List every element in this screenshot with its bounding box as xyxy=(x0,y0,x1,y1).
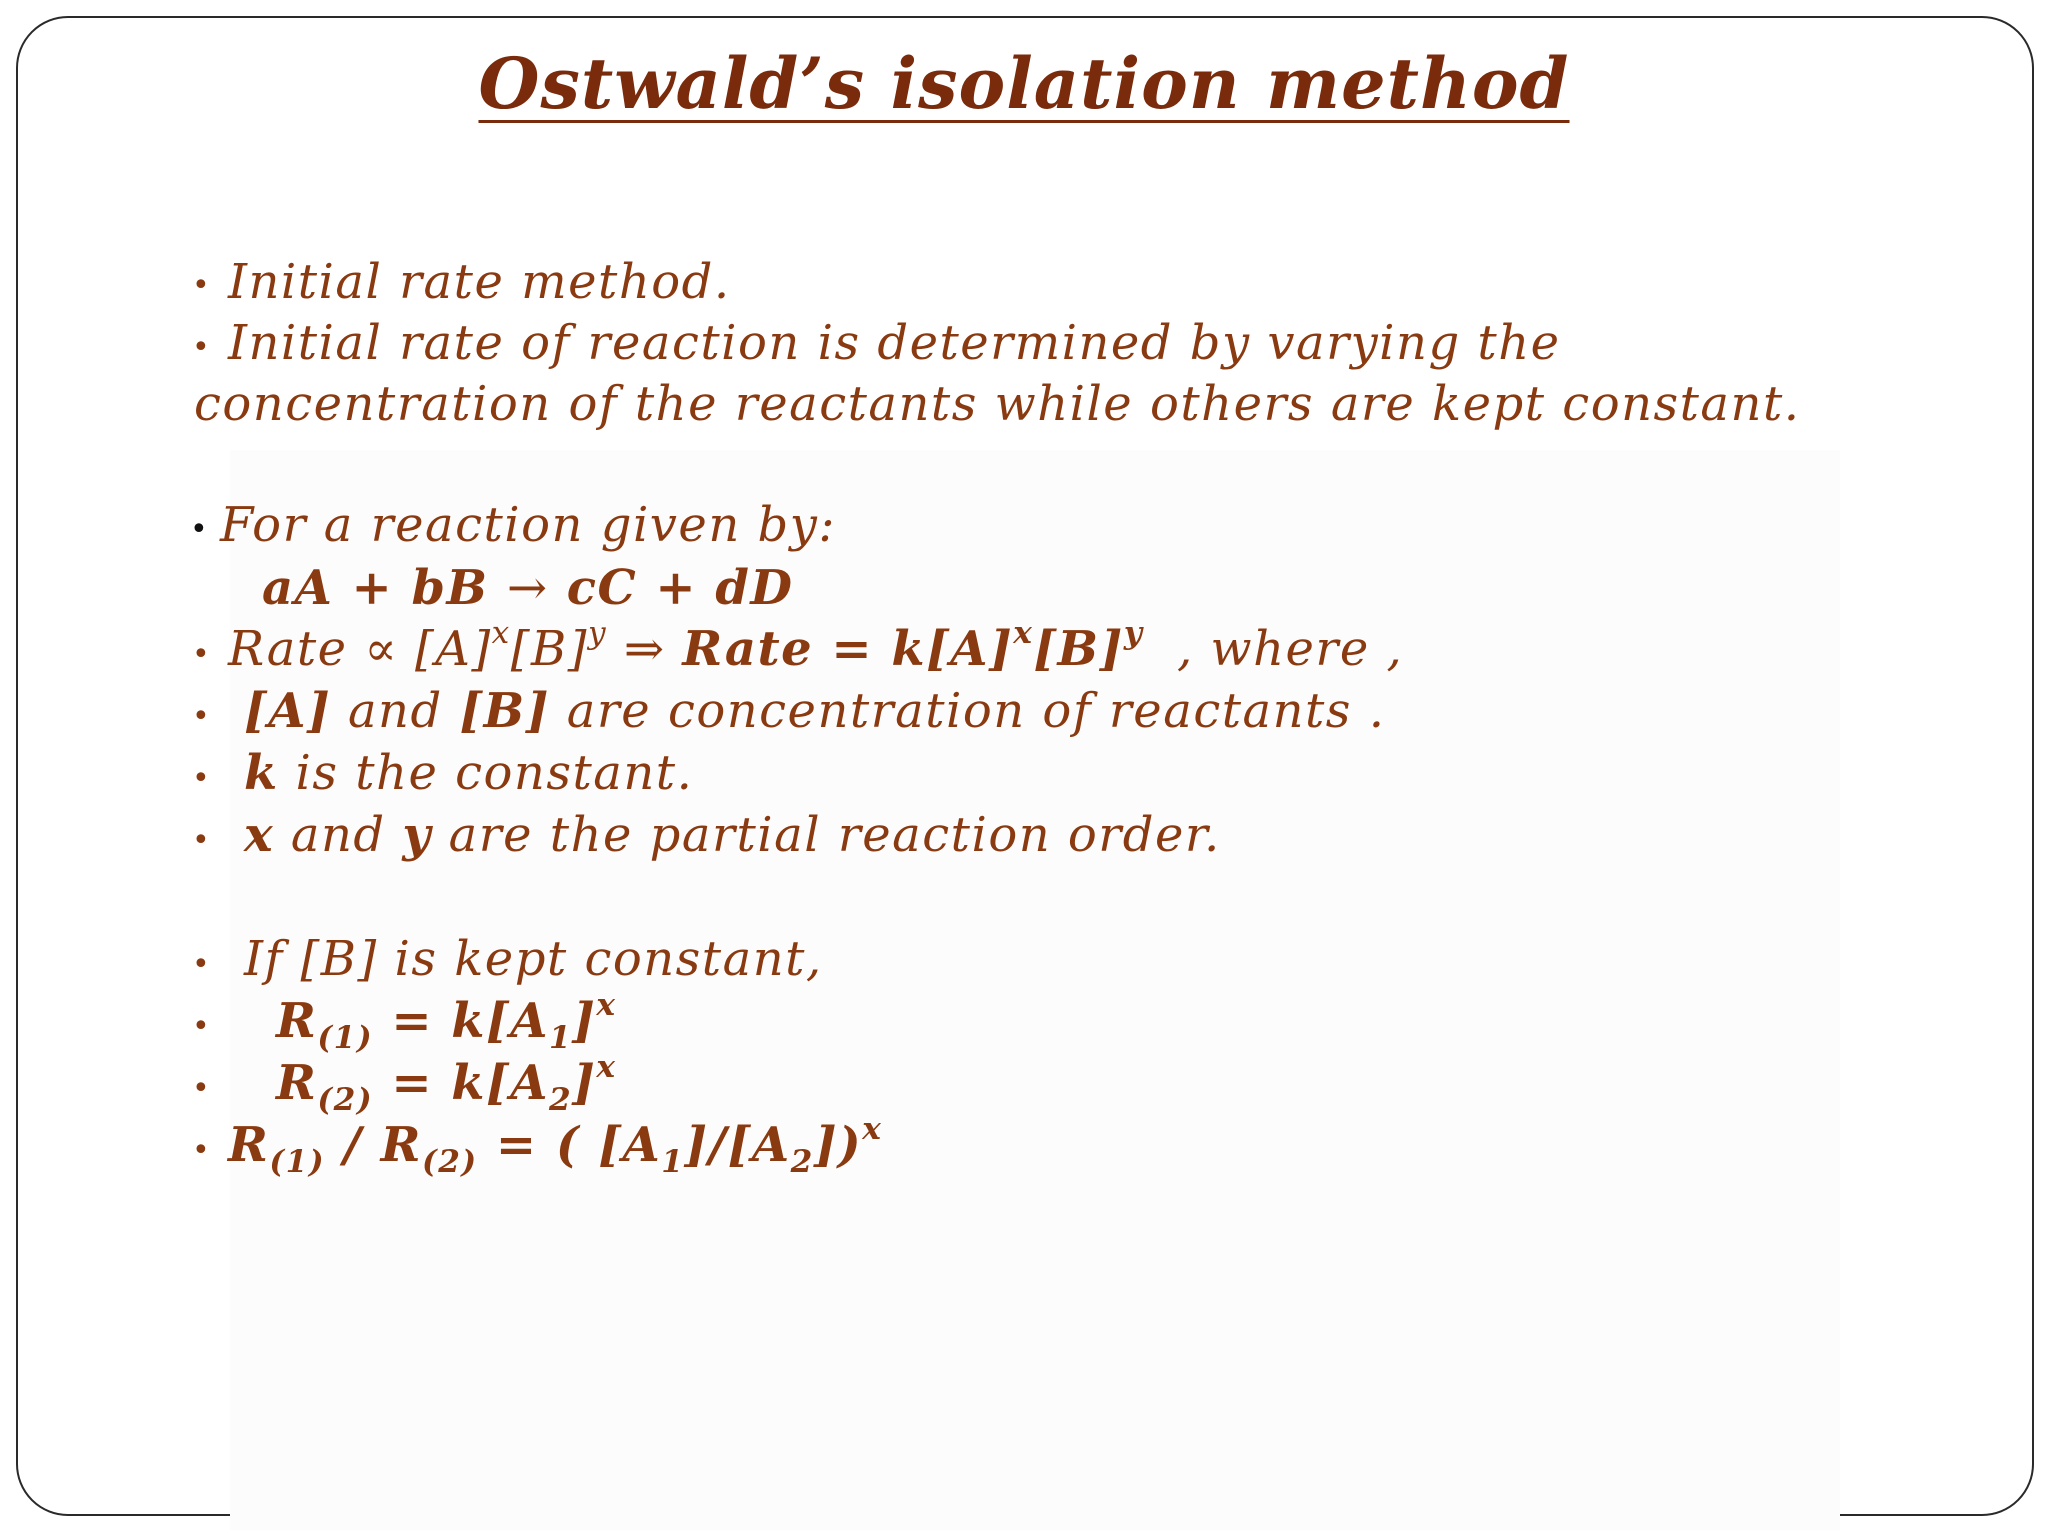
bullet-dot: • xyxy=(190,512,208,547)
bullet-dot: • xyxy=(192,823,210,858)
reaction-equation: aA + bB → cC + dD xyxy=(262,560,794,616)
bullet-concentration: [A] and [B] are concentration of reactants . xyxy=(244,683,1386,739)
rate-ratio: $R_{(1)} / R_{(2)}$ = ( $[A_1]/[A_2])^x$ xyxy=(228,1111,883,1180)
bullet-dot: • xyxy=(192,330,210,365)
bullet-dot: • xyxy=(192,761,210,796)
bullet-dot: • xyxy=(192,1009,210,1044)
bullet-dot: • xyxy=(192,1133,210,1168)
bullet-reaction-given: For a reaction given by: xyxy=(220,497,837,553)
bullet-initial-rate-line2: concentration of the reactants while others are kept constant. xyxy=(194,376,1801,432)
bullet-if-b-constant: If [B] is kept constant, xyxy=(244,931,823,987)
bullet-dot: • xyxy=(192,1071,210,1106)
bullet-dot: • xyxy=(192,268,210,303)
bullet-initial-rate-line1: Initial rate of reaction is determined by varying the xyxy=(228,315,1561,371)
bullet-k-constant: k is the constant. xyxy=(244,745,694,801)
rate-r2: $R_{(2)} = k[A_2]^x$ xyxy=(276,1049,617,1118)
bullet-partial-order: x and y are the partial reaction order. xyxy=(244,807,1221,863)
rate-r1: $R_{(1)} = k[A_1]^x$ xyxy=(276,987,617,1056)
bullet-dot: • xyxy=(192,637,210,672)
bullet-initial-rate-method: Initial rate method. xyxy=(228,254,731,310)
slide-title: Ostwald’s isolation method xyxy=(478,42,1570,125)
bullet-dot: • xyxy=(192,947,210,982)
bullet-dot: • xyxy=(192,699,210,734)
rate-law: Rate ∝ $[A]^x[B]^y$ ⇒ Rate = $k[A]^x[B]^y$ , where , xyxy=(228,615,1404,677)
